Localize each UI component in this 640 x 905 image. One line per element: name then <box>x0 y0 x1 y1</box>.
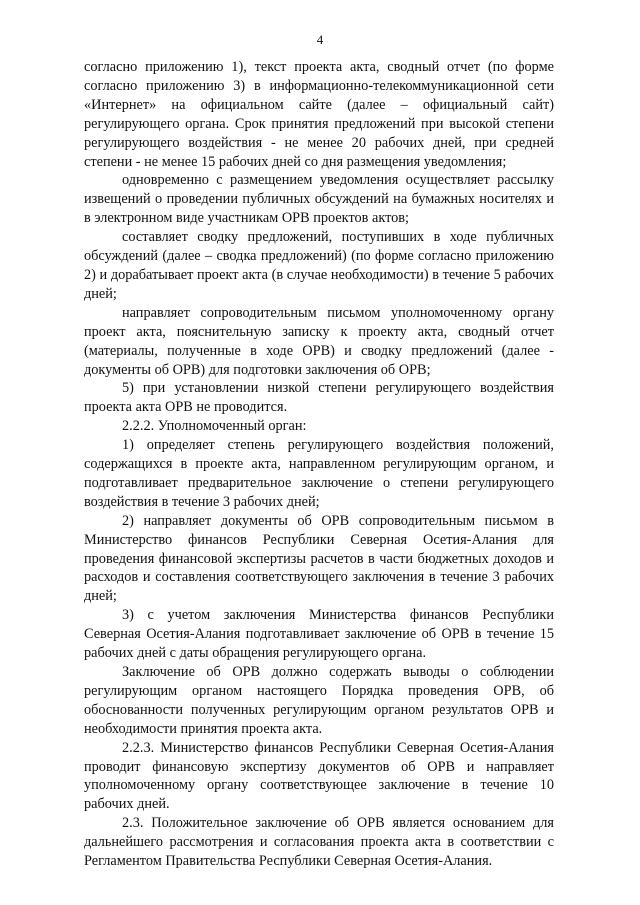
paragraph-send-documents: направляет сопроводительным письмом уполномоченному органу проект акта, пояснительную записку к проекту акта, сводный отчет (материалы, полученные в ходе ОРВ) и сводку предложений (далее - документы об ОРВ) для подготовки заключения об ОРВ; <box>84 304 554 378</box>
paragraph-item-3: 3) с учетом заключения Министерства финансов Республики Северная Осетия-Алания подготавливает заключение об ОРВ в течение 15 рабочих дней с даты обращения регулирующего органа. <box>84 607 554 662</box>
paragraph-summary: составляет сводку предложений, поступивших в ходе публичных обсуждений (далее – сводка предложений) (по форме согласно приложению 2) и дорабатывает проект акта (в случае необходимости) в течение 5 рабочих дней; <box>84 229 554 302</box>
document-body <box>84 58 554 871</box>
paragraph-item-2: 2) направляет документы об ОРВ сопроводительным письмом в Министерство финансов Республики Северная Осетия-Алания для проведения финансовой экспертизы расчетов в части бюджетных доходов и расходов и составления соответствующего заключения в течение 3 рабочих дней; <box>84 512 554 605</box>
paragraph-continuation: согласно приложению 1), текст проекта акта, сводный отчет (по форме согласно приложению 3) в информационно-телекоммуникационной сети «Интернет» на официальном сайте (далее – официальный сайт) регулирующего органа. Срок принятия предложений при высокой степени регулирующего воздействия - не менее 20 рабочих дней, при средней степени - не менее 15 рабочих дней со дня размещения уведомления; <box>84 59 554 170</box>
paragraph-conclusion-content: Заключение об ОРВ должно содержать выводы о соблюдении регулирующим органом настоящего Порядка проведения ОРВ, об обоснованности полученных регулирующим органом результатов ОРВ и необходимости принятия проекта акта. <box>84 664 554 737</box>
section-heading-2-2-2: 2.2.2. Уполномоченный орган: <box>122 418 307 435</box>
paragraph-item-5: 5) при установлении низкой степени регулирующего воздействия проекта акта ОРВ не проводится. <box>84 380 554 416</box>
section-2-3: 2.3. Положительное заключение об ОРВ является основанием для дальнейшего рассмотрения и согласования проекта акта в соответствии с Регламентом Правительства Республики Северная Осетия-Алания. <box>84 815 554 870</box>
paragraph-mailing: одновременно с размещением уведомления осуществляет рассылку извещений о проведении публичных обсуждений на бумажных носителях и в электронном виде участникам ОРВ проектов актов; <box>84 172 554 227</box>
page-number: 4 <box>316 32 324 47</box>
paragraph-item-1: 1) определяет степень регулирующего воздействия положений, содержащихся в проекте акта, направленном регулирующим органом, и подготавливает предварительное заключение о степени регулирующего воздействия в течение 3 рабочих дней; <box>84 437 554 510</box>
section-2-2-3: 2.2.3. Министерство финансов Республики Северная Осетия-Алания проводит финансовую экспертизу документов об ОРВ и направляет уполномоченному органу соответствующее заключение в течение 10 рабочих дней. <box>84 739 554 813</box>
